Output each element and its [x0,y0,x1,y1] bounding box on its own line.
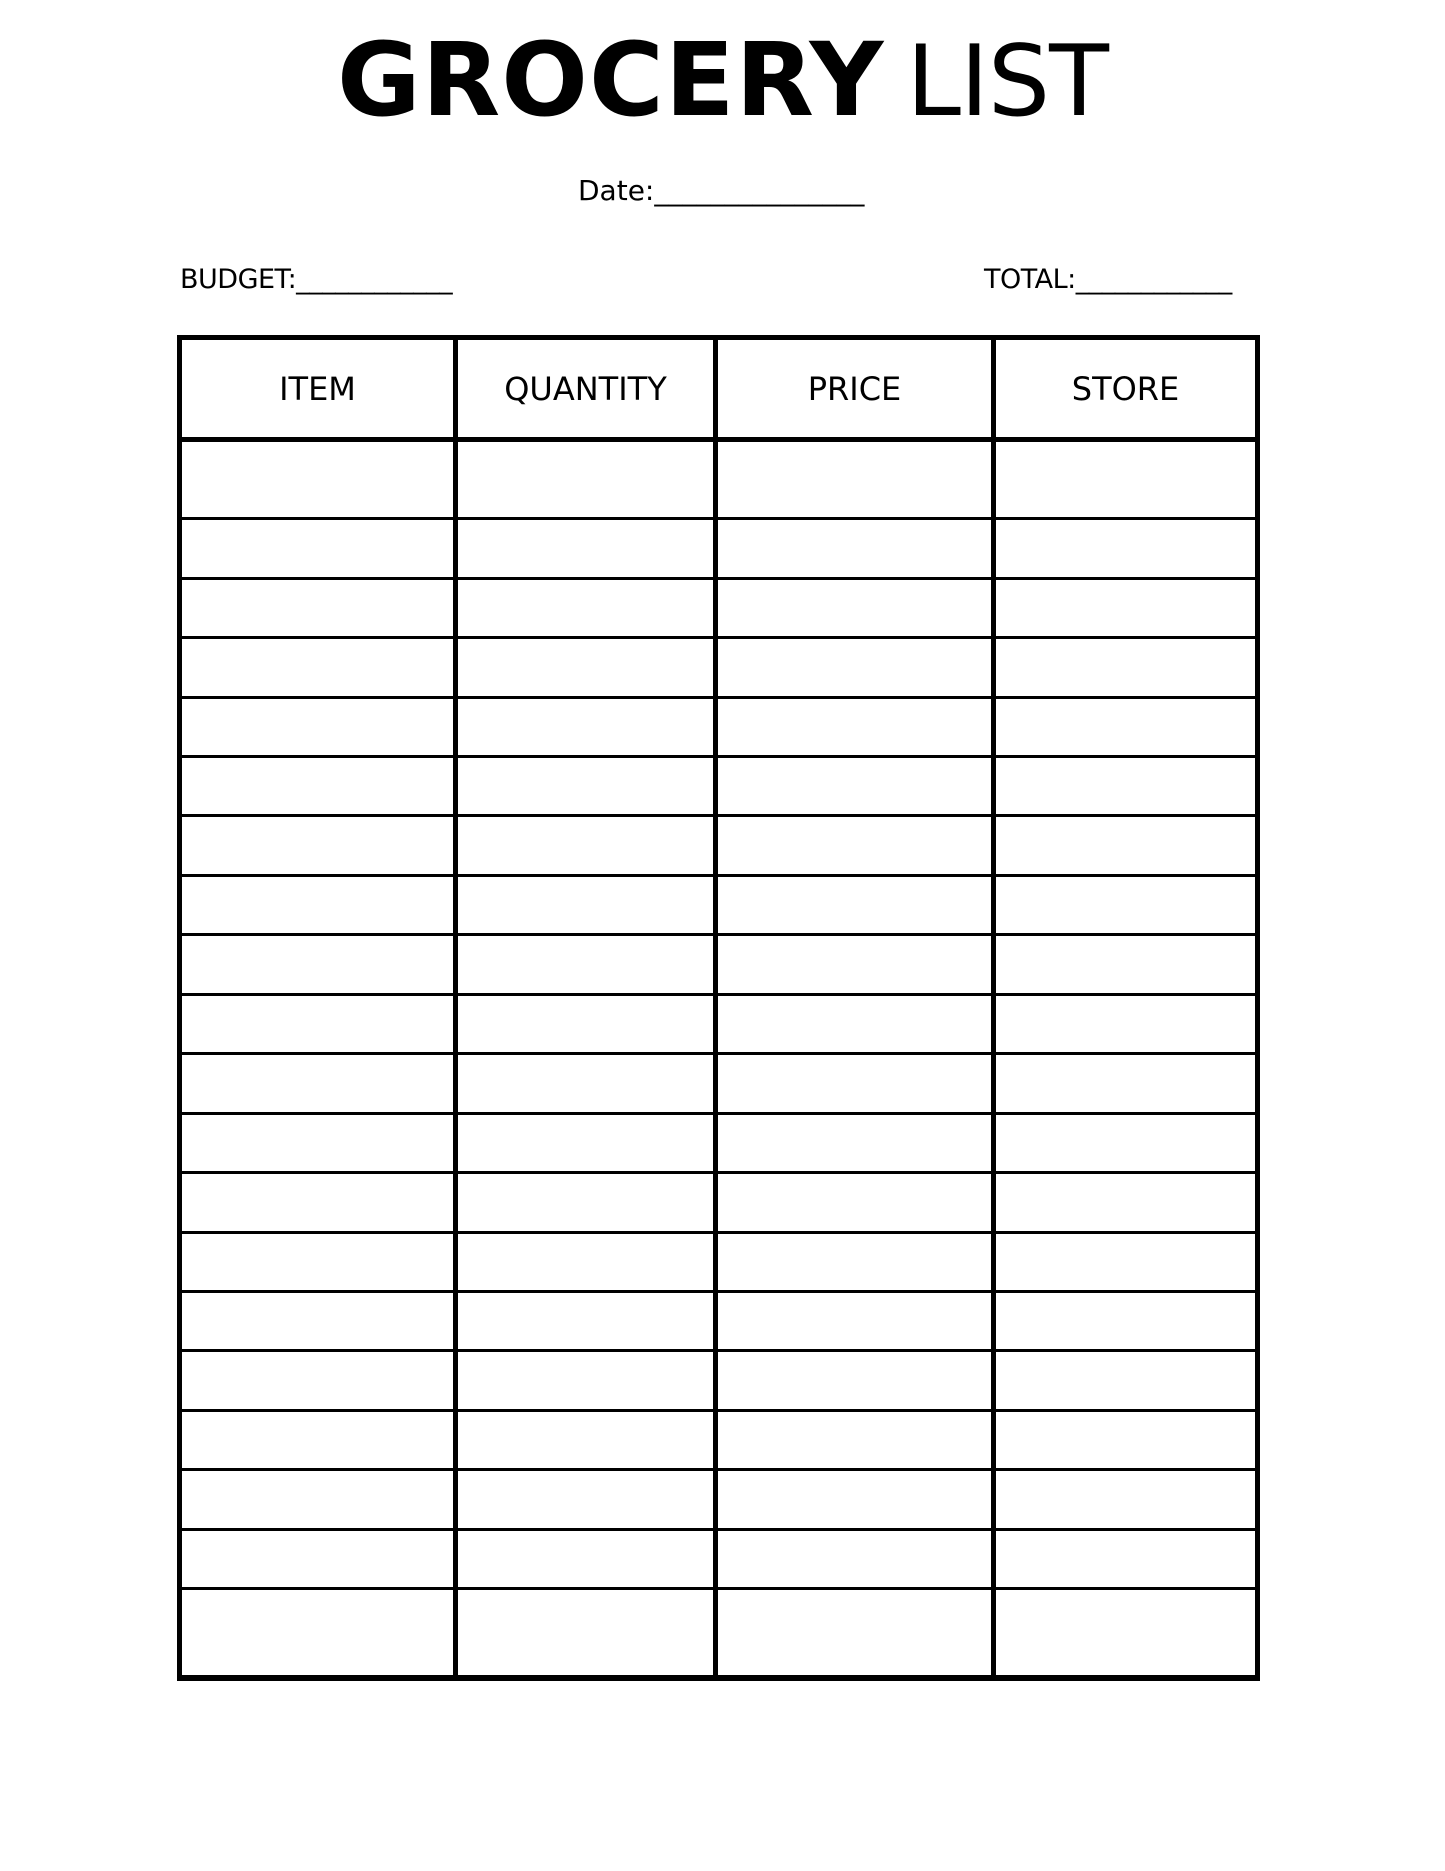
table-cell-item[interactable] [180,638,456,697]
table-cell-price[interactable] [716,1529,994,1588]
table-row [180,816,1258,875]
table-row [180,1291,1258,1350]
table-cell-quantity[interactable] [456,1054,716,1113]
table-cell-store[interactable] [994,638,1258,697]
table-cell-quantity[interactable] [456,994,716,1053]
table-cell-store[interactable] [994,875,1258,934]
table-row [180,1529,1258,1588]
table-cell-item[interactable] [180,1113,456,1172]
table-cell-quantity[interactable] [456,1173,716,1232]
table-cell-quantity[interactable] [456,1113,716,1172]
table-cell-quantity[interactable] [456,638,716,697]
table-cell-quantity[interactable] [456,875,716,934]
table-cell-quantity[interactable] [456,1470,716,1529]
table-cell-store[interactable] [994,697,1258,756]
table-cell-store[interactable] [994,578,1258,637]
table-cell-price[interactable] [716,994,994,1053]
table-body [180,440,1258,1679]
column-header-quantity: QUANTITY [456,338,716,440]
table-cell-store[interactable] [994,1470,1258,1529]
table-cell-quantity[interactable] [456,519,716,578]
table-cell-price[interactable] [716,935,994,994]
table-cell-price[interactable] [716,1410,994,1469]
table-cell-store[interactable] [994,935,1258,994]
grocery-table [177,335,1260,1681]
table-cell-quantity[interactable] [456,1351,716,1410]
table-cell-item[interactable] [180,1054,456,1113]
table-cell-item[interactable] [180,1232,456,1291]
column-header-price: PRICE [716,338,994,440]
table-cell-item[interactable] [180,697,456,756]
table-row [180,1232,1258,1291]
table-cell-item[interactable] [180,440,456,519]
table-cell-price[interactable] [716,1470,994,1529]
table-cell-store[interactable] [994,1232,1258,1291]
table-cell-quantity[interactable] [456,1291,716,1350]
table-cell-item[interactable] [180,1291,456,1350]
table-cell-price[interactable] [716,1232,994,1291]
table-row [180,578,1258,637]
table-row [180,875,1258,934]
table-cell-quantity[interactable] [456,1529,716,1588]
budget-field[interactable]: BUDGET:____________ [180,264,453,295]
table-cell-item[interactable] [180,1351,456,1410]
table-cell-quantity[interactable] [456,1232,716,1291]
table-cell-store[interactable] [994,994,1258,1053]
table-cell-item[interactable] [180,1410,456,1469]
table-row [180,757,1258,816]
table-cell-quantity[interactable] [456,440,716,519]
table-cell-quantity[interactable] [456,1589,716,1678]
table-cell-item[interactable] [180,757,456,816]
table-row [180,440,1258,519]
table-cell-item[interactable] [180,1173,456,1232]
table-cell-item[interactable] [180,1589,456,1678]
total-field[interactable]: TOTAL:____________ [984,264,1232,295]
table-cell-store[interactable] [994,1054,1258,1113]
table-cell-store[interactable] [994,757,1258,816]
table-cell-price[interactable] [716,578,994,637]
table-cell-price[interactable] [716,1054,994,1113]
table-cell-item[interactable] [180,1470,456,1529]
table-cell-price[interactable] [716,1351,994,1410]
table-row [180,1113,1258,1172]
table-cell-store[interactable] [994,1589,1258,1678]
table-cell-item[interactable] [180,1529,456,1588]
table-cell-quantity[interactable] [456,816,716,875]
table-cell-quantity[interactable] [456,1410,716,1469]
table-cell-item[interactable] [180,519,456,578]
table-row [180,1410,1258,1469]
table-cell-price[interactable] [716,1291,994,1350]
table-row [180,697,1258,756]
table-cell-price[interactable] [716,638,994,697]
table-cell-store[interactable] [994,1291,1258,1350]
table-cell-store[interactable] [994,440,1258,519]
table-row [180,935,1258,994]
table-cell-store[interactable] [994,816,1258,875]
table-cell-store[interactable] [994,1173,1258,1232]
table-cell-item[interactable] [180,994,456,1053]
table-cell-quantity[interactable] [456,697,716,756]
title-bold: GROCERY [337,21,885,140]
table-cell-item[interactable] [180,875,456,934]
table-cell-price[interactable] [716,440,994,519]
table-row [180,1589,1258,1678]
table-row [180,1470,1258,1529]
column-header-item: ITEM [180,338,456,440]
table-cell-store[interactable] [994,1351,1258,1410]
table-cell-store[interactable] [994,1410,1258,1469]
table-cell-price[interactable] [716,757,994,816]
table-cell-item[interactable] [180,816,456,875]
date-field[interactable]: Date:_______________ [578,174,865,207]
table-cell-store[interactable] [994,1529,1258,1588]
table-cell-store[interactable] [994,1113,1258,1172]
table-cell-price[interactable] [716,1173,994,1232]
table-cell-price[interactable] [716,1113,994,1172]
table-row [180,1054,1258,1113]
table-row [180,519,1258,578]
table-row [180,994,1258,1053]
table-cell-quantity[interactable] [456,935,716,994]
table-cell-quantity[interactable] [456,757,716,816]
column-header-store: STORE [994,338,1258,440]
title-light: LIST [906,25,1108,139]
table-row [180,1351,1258,1410]
table-row [180,638,1258,697]
table-header-row [180,338,1258,440]
table-cell-price[interactable] [716,1589,994,1678]
table-cell-store[interactable] [994,519,1258,578]
table-cell-price[interactable] [716,697,994,756]
table-row [180,1173,1258,1232]
table-cell-item[interactable] [180,935,456,994]
page-title [0,21,1445,140]
table-cell-price[interactable] [716,816,994,875]
table-cell-price[interactable] [716,875,994,934]
table-cell-quantity[interactable] [456,578,716,637]
table-cell-item[interactable] [180,578,456,637]
table-cell-price[interactable] [716,519,994,578]
